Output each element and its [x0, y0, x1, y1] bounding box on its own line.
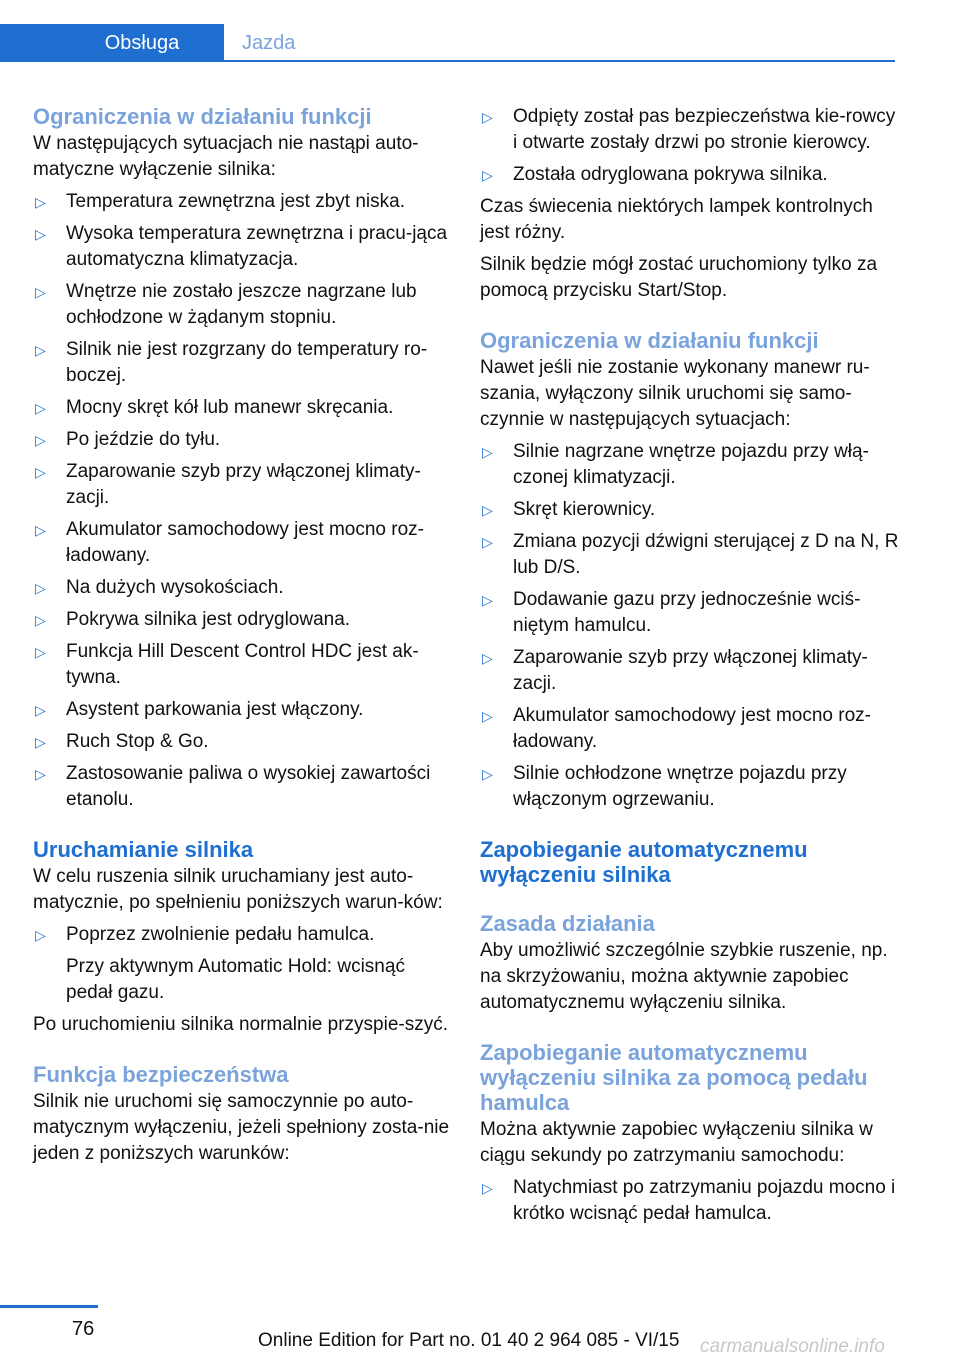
- section-title: Uruchamianie silnika: [33, 837, 254, 862]
- triangle-bullet-icon: ▷: [35, 522, 46, 538]
- triangle-bullet-icon: ▷: [35, 226, 46, 242]
- triangle-bullet-icon: ▷: [35, 644, 46, 660]
- section-restrictions-2: [480, 328, 900, 813]
- paragraph: Po uruchomieniu silnika normalnie przyspie‐szyć.: [33, 1014, 449, 1035]
- list-item: ▷ Po jeździe do tyłu.: [33, 427, 453, 453]
- list-item: ▷ Silnie nagrzane wnętrze pojazdu przy włą‐czonej klimatyzacji.: [482, 441, 869, 488]
- list-item: ▷ Mocny skręt kół lub manewr skręcania.: [33, 395, 453, 421]
- triangle-bullet-icon: ▷: [35, 464, 46, 480]
- triangle-bullet-icon: ▷: [482, 109, 493, 125]
- triangle-bullet-icon: ▷: [482, 444, 493, 460]
- bullet-list: [480, 1175, 900, 1227]
- list-item: ▷ Dodawanie gazu przy jednocześnie wciś‐niętym hamulcu.: [482, 589, 861, 636]
- section-title: Zasada działania: [480, 911, 655, 936]
- triangle-bullet-icon: ▷: [35, 702, 46, 718]
- list-item: ▷ Akumulator samochodowy jest mocno roz‐ładowany.: [35, 519, 424, 566]
- triangle-bullet-icon: ▷: [35, 766, 46, 782]
- section-title: Zapobieganie automatycznemu wyłączeniu silnika: [480, 837, 808, 887]
- triangle-bullet-icon: ▷: [35, 194, 46, 210]
- bullet-list: [480, 104, 900, 188]
- section-brake-pedal: [480, 1040, 900, 1227]
- list-item: ▷ Funkcja Hill Descent Control HDC jest ak‐tywna.: [35, 641, 419, 688]
- triangle-bullet-icon: ▷: [35, 342, 46, 358]
- triangle-bullet-icon: ▷: [482, 1180, 493, 1196]
- page-number: 76: [72, 1318, 95, 1340]
- list-item: ▷ Zaparowanie szyb przy włączonej klimaty‐zacji.: [482, 647, 868, 694]
- section-engine-start: [33, 837, 453, 1038]
- triangle-bullet-icon: ▷: [35, 432, 46, 448]
- triangle-bullet-icon: ▷: [482, 708, 493, 724]
- section-intro: W celu ruszenia silnik uruchamiany jest auto‐matycznie, po spełnieniu poniższych warun‐ków:: [33, 866, 443, 913]
- list-item: ▷ Wysoka temperatura zewnętrzna i pracu‐jąca automatyczna klimatyzacja.: [35, 223, 448, 270]
- list-item: ▷ Zmiana pozycji dźwigni sterującej z D na N, R lub D/S.: [482, 531, 899, 578]
- triangle-bullet-icon: ▷: [35, 400, 46, 416]
- list-item: ▷ Ruch Stop & Go.: [33, 729, 453, 755]
- section-title: Funkcja bezpieczeństwa: [33, 1062, 289, 1087]
- bullet-list: [480, 439, 900, 813]
- section-restrictions: [33, 104, 453, 813]
- section-principle: [480, 911, 900, 1016]
- triangle-bullet-icon: ▷: [482, 766, 493, 782]
- triangle-bullet-icon: ▷: [35, 734, 46, 750]
- list-item: ▷ Skręt kierownicy.: [480, 497, 900, 523]
- list-item: ▷ Na dużych wysokościach.: [33, 575, 453, 601]
- paragraph: Silnik będzie mógł zostać uruchomiony tylko za pomocą przycisku Start/Stop.: [480, 254, 878, 301]
- list-item: ▷ Silnie ochłodzone wnętrze pojazdu przy włączonym ogrzewaniu.: [482, 763, 847, 810]
- triangle-bullet-icon: ▷: [482, 650, 493, 666]
- triangle-bullet-icon: ▷: [35, 927, 46, 943]
- list-item: ▷ Wnętrze nie zostało jeszcze nagrzane lub ochłodzone w żądanym stopniu.: [35, 281, 417, 328]
- triangle-bullet-icon: ▷: [482, 592, 493, 608]
- list-item: ▷ Temperatura zewnętrzna jest zbyt niska.: [33, 189, 453, 215]
- tab-obsluga[interactable]: Obsługa: [0, 24, 224, 62]
- list-item: ▷ Została odryglowana pokrywa silnika.: [480, 162, 900, 188]
- paragraph: Aby umożliwić szczególnie szybkie ruszenie, np. na skrzyżowaniu, można aktywnie zapobiec automatycznemu wyłączeniu silnika.: [480, 940, 888, 1013]
- list-item: ▷ Odpięty został pas bezpieczeństwa kie‐rowcy i otwarte zostały drzwi po stronie kierowcy.: [482, 106, 896, 153]
- right-column: [480, 100, 900, 1233]
- edition-text: Online Edition for Part no. 01 40 2 964 085 - VI/15: [258, 1330, 680, 1351]
- section-title: Ograniczenia w działaniu funkcji: [33, 104, 372, 129]
- triangle-bullet-icon: ▷: [35, 284, 46, 300]
- list-item: ▷ Natychmiast po zatrzymaniu pojazdu mocno i krótko wcisnąć pedał hamulca.: [482, 1177, 896, 1224]
- triangle-bullet-icon: ▷: [482, 502, 493, 518]
- section-title: Ograniczenia w działaniu funkcji: [480, 328, 819, 353]
- triangle-bullet-icon: ▷: [35, 612, 46, 628]
- list-item: ▷ Asystent parkowania jest włączony.: [33, 697, 453, 723]
- sub-note: Przy aktywnym Automatic Hold: wcisnąć pedał gazu.: [66, 956, 405, 1003]
- section-title: Zapobieganie automatycznemu wyłączeniu silnika za pomocą pedału hamulca: [480, 1040, 868, 1115]
- header-tabs: [0, 24, 895, 62]
- list-item: ▷ Zaparowanie szyb przy włączonej klimaty‐zacji.: [35, 461, 421, 508]
- paragraph: Czas świecenia niektórych lampek kontrolnych jest różny.: [480, 196, 873, 243]
- list-item: ▷ Pokrywa silnika jest odryglowana.: [33, 607, 453, 633]
- tab-jazda[interactable]: Jazda: [242, 32, 296, 54]
- bullet-list: [33, 922, 453, 948]
- triangle-bullet-icon: ▷: [482, 534, 493, 550]
- left-column: [33, 100, 453, 1173]
- footer-divider: [0, 1305, 98, 1308]
- bullet-list: [33, 189, 453, 813]
- list-item: ▷ Poprzez zwolnienie pedału hamulca.: [33, 922, 453, 948]
- list-item: ▷ Akumulator samochodowy jest mocno roz‐ładowany.: [482, 705, 871, 752]
- paragraph: Można aktywnie zapobiec wyłączeniu silnika w ciągu sekundy po zatrzymaniu samochodu:: [480, 1119, 873, 1166]
- section-prevent-shutoff: [480, 837, 900, 887]
- list-item: ▷ Silnik nie jest rozgrzany do temperatury ro‐boczej.: [35, 339, 428, 386]
- list-item: ▷ Zastosowanie paliwa o wysokiej zawartości etanolu.: [35, 763, 431, 810]
- triangle-bullet-icon: ▷: [482, 167, 493, 183]
- section-intro: Silnik nie uruchomi się samoczynnie po auto‐matycznym wyłączeniu, jeżeli spełniony zosta‐nie jeden z poniższych warunków:: [33, 1091, 450, 1164]
- watermark: carmanualsonline.info: [700, 1336, 885, 1357]
- section-intro: Nawet jeśli nie zostanie wykonany manewr ru‐szania, wyłączony silnik uruchomi się samo‐czynnie w następujących sytuacjach:: [480, 357, 870, 430]
- section-safety-function-cont: [480, 104, 900, 304]
- section-safety-function: [33, 1062, 453, 1167]
- triangle-bullet-icon: ▷: [35, 580, 46, 596]
- section-intro: W następujących sytuacjach nie nastąpi auto‐matyczne wyłączenie silnika:: [33, 133, 419, 180]
